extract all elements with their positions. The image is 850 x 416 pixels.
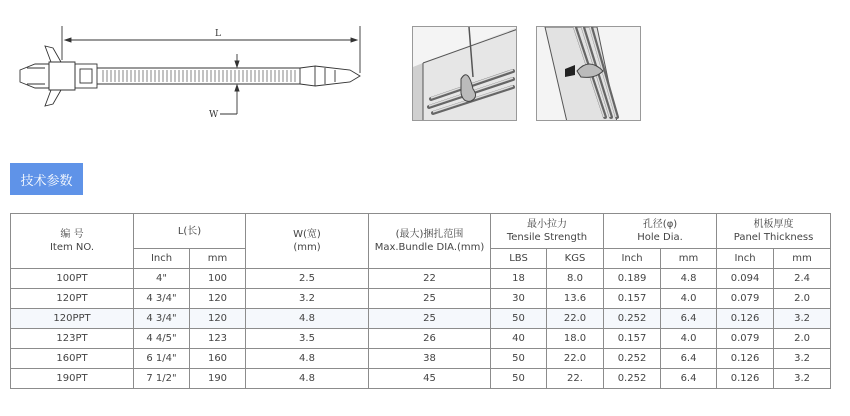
table-cell: 160PT bbox=[11, 349, 134, 369]
table-row bbox=[11, 269, 831, 289]
table-cell: 4.8 bbox=[246, 369, 369, 389]
table-cell: 22 bbox=[369, 269, 491, 289]
table-cell: 0.126 bbox=[717, 309, 774, 329]
header-label: Panel Thickness bbox=[733, 232, 814, 243]
table-cell: 0.079 bbox=[717, 289, 774, 309]
table-row bbox=[11, 369, 831, 389]
header-length-mm: mm bbox=[190, 249, 246, 269]
table-cell: 160 bbox=[190, 349, 246, 369]
table-cell: 22. bbox=[547, 369, 604, 389]
table-cell: 50 bbox=[491, 349, 547, 369]
header-hole-mm: mm bbox=[661, 249, 717, 269]
header-tensile-kgs: KGS bbox=[547, 249, 604, 269]
table-cell: 3.2 bbox=[774, 349, 831, 369]
table-cell: 6 1/4" bbox=[134, 349, 190, 369]
table-cell: 120PPT bbox=[11, 309, 134, 329]
table-cell: 26 bbox=[369, 329, 491, 349]
tech-params-tab-label: 技术参数 bbox=[20, 173, 73, 189]
header-tensile-lbs: LBS bbox=[491, 249, 547, 269]
table-row bbox=[11, 349, 831, 369]
header-hole-inch: Inch bbox=[604, 249, 661, 269]
table-cell: 38 bbox=[369, 349, 491, 369]
table-cell: 25 bbox=[369, 289, 491, 309]
spec-table bbox=[10, 213, 831, 389]
table-cell: 0.157 bbox=[604, 329, 661, 349]
header-label: Tensile Strength bbox=[506, 232, 588, 243]
table-cell: 123PT bbox=[11, 329, 134, 349]
table-cell: 3.2 bbox=[774, 369, 831, 389]
table-cell: 2.5 bbox=[246, 269, 369, 289]
header-width bbox=[246, 214, 369, 269]
table-cell: 3.2 bbox=[774, 309, 831, 329]
header-bundle bbox=[369, 214, 491, 269]
application-photo-2 bbox=[536, 26, 641, 121]
table-cell: 18 bbox=[491, 269, 547, 289]
table-cell: 4.0 bbox=[661, 289, 717, 309]
table-cell: 0.079 bbox=[717, 329, 774, 349]
table-cell: 7 1/2" bbox=[134, 369, 190, 389]
cable-tie-drawing bbox=[15, 18, 365, 128]
tech-params-tab[interactable] bbox=[10, 163, 83, 195]
header-label: 机板厚度 bbox=[753, 219, 794, 230]
table-cell: 120 bbox=[190, 289, 246, 309]
table-cell: 120 bbox=[190, 309, 246, 329]
table-row bbox=[11, 309, 831, 329]
length-dim-label: L bbox=[215, 29, 221, 39]
header-tensile bbox=[491, 214, 604, 249]
table-cell: 190PT bbox=[11, 369, 134, 389]
table-cell: 4.0 bbox=[661, 329, 717, 349]
table-cell: 4.8 bbox=[246, 349, 369, 369]
table-cell: 50 bbox=[491, 309, 547, 329]
table-cell: 4 4/5" bbox=[134, 329, 190, 349]
table-cell: 0.189 bbox=[604, 269, 661, 289]
table-cell: 0.126 bbox=[717, 369, 774, 389]
table-cell: 2.0 bbox=[774, 329, 831, 349]
table-cell: 40 bbox=[491, 329, 547, 349]
header-label: Max.Bundle DIA.(mm) bbox=[374, 242, 485, 253]
table-cell: 50 bbox=[491, 369, 547, 389]
header-label: 最小拉力 bbox=[527, 219, 567, 230]
header-label: Hole Dia. bbox=[637, 232, 683, 243]
table-cell: 0.252 bbox=[604, 349, 661, 369]
table-cell: 6.4 bbox=[661, 309, 717, 329]
width-dim-label: W bbox=[209, 110, 219, 120]
application-photo-1 bbox=[412, 26, 517, 121]
table-cell: 4.8 bbox=[661, 269, 717, 289]
header-label: 孔径(φ) bbox=[642, 219, 678, 230]
table-cell: 0.252 bbox=[604, 369, 661, 389]
table-cell: 45 bbox=[369, 369, 491, 389]
table-cell: 4" bbox=[134, 269, 190, 289]
table-cell: 22.0 bbox=[547, 349, 604, 369]
table-cell: 8.0 bbox=[547, 269, 604, 289]
header-label: Item NO. bbox=[49, 242, 95, 253]
table-cell: 6.4 bbox=[661, 349, 717, 369]
table-row bbox=[11, 289, 831, 309]
header-panel bbox=[717, 214, 831, 249]
table-cell: 4 3/4" bbox=[134, 309, 190, 329]
table-cell: 2.4 bbox=[774, 269, 831, 289]
header-length-inch: Inch bbox=[134, 249, 190, 269]
table-cell: 0.252 bbox=[604, 309, 661, 329]
table-row bbox=[11, 329, 831, 349]
table-cell: 120PT bbox=[11, 289, 134, 309]
table-cell: 22.0 bbox=[547, 309, 604, 329]
table-cell: 2.0 bbox=[774, 289, 831, 309]
header-item bbox=[11, 214, 134, 269]
header-label: W(宽) bbox=[293, 229, 321, 240]
table-cell: 0.094 bbox=[717, 269, 774, 289]
table-cell: 3.5 bbox=[246, 329, 369, 349]
header-panel-inch: Inch bbox=[717, 249, 774, 269]
table-cell: 0.157 bbox=[604, 289, 661, 309]
header-label: 编 号 bbox=[60, 229, 84, 240]
table-cell: 13.6 bbox=[547, 289, 604, 309]
header-panel-mm: mm bbox=[774, 249, 831, 269]
table-cell: 3.2 bbox=[246, 289, 369, 309]
header-length: L(长) bbox=[134, 214, 246, 249]
table-cell: 4.8 bbox=[246, 309, 369, 329]
header-hole bbox=[604, 214, 717, 249]
header-label: (最大)捆扎范围 bbox=[395, 229, 464, 240]
table-cell: 0.126 bbox=[717, 349, 774, 369]
table-cell: 4 3/4" bbox=[134, 289, 190, 309]
table-cell: 123 bbox=[190, 329, 246, 349]
table-cell: 18.0 bbox=[547, 329, 604, 349]
table-cell: 6.4 bbox=[661, 369, 717, 389]
table-cell: 25 bbox=[369, 309, 491, 329]
table-cell: 100 bbox=[190, 269, 246, 289]
header-label: (mm) bbox=[293, 242, 321, 253]
table-cell: 190 bbox=[190, 369, 246, 389]
table-cell: 30 bbox=[491, 289, 547, 309]
table-cell: 100PT bbox=[11, 269, 134, 289]
